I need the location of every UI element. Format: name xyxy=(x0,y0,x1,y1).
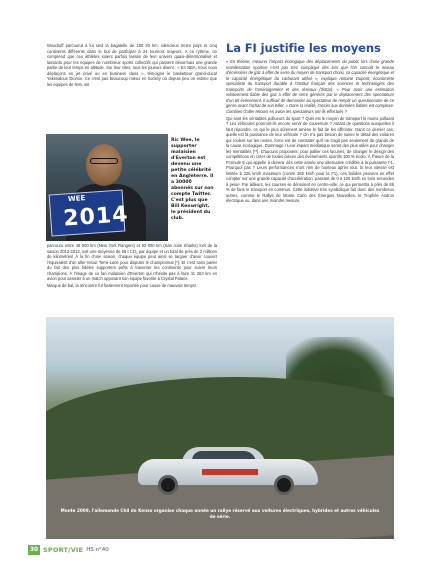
jersey-name: WEE xyxy=(67,194,86,204)
article-headline: La FI justifie les moyens xyxy=(226,41,381,55)
paragraph: Woodruff parcourut à lui seul la bagatelle de 180 30 km, silencieux treize pays et cinq continents différents dans le but de participer à 24 tournois majeurs. A ce rythme, on comprend que ces athlètes soient parfois lassés de leur univers quasi-déterritorialisé et lassants pour les équipes de nombreux sports collectifs qui passent désormais une grande partie de leur temps en altitude. Sur leur sites, tous les joueurs disent : « En NBA, nous nous déplaçons en jet privé ou en business class », témoigne le basketteur grand-ducal Yakimaloux Diomin. Ce n'est pas beaucoup mieux en hockey où depuis peu on estime que les équipes de NHL ont xyxy=(47,43,217,87)
photo-caption: Ric Wee, le supporter malaisien d'Everton est devenu une petite célébrité en Angleterre. Il a 30000 abonnés sur son compte Twitter. C'est plus que Bill Kenwright, le président du club. xyxy=(171,138,214,221)
photo-glasses xyxy=(90,158,118,164)
jersey-number: 2014 xyxy=(62,202,130,232)
photo-jersey xyxy=(49,189,130,236)
photo-caption-box xyxy=(168,134,218,241)
page-number: 30 xyxy=(29,546,39,553)
photo-rally-car xyxy=(138,445,318,491)
paragraph: Marque de bal, la rencontre fut finalement reportée pour cause de mauvais temps! xyxy=(47,283,197,288)
car-stripe xyxy=(202,469,258,475)
rally-photo-caption: Monte 2009, l'allemande Chil de Kenzo organise chaque année un rallye réservé aux voitures électriques, hybrides et autres véhicules de série. xyxy=(60,508,380,519)
page-footer xyxy=(28,545,109,555)
supporter-photo xyxy=(46,134,168,241)
issue-number: HS n°40 xyxy=(86,547,109,553)
rally-photo xyxy=(46,317,394,539)
car-rear-wheel xyxy=(274,475,294,495)
right-column xyxy=(226,59,394,305)
photo-person-head xyxy=(86,144,122,186)
left-column-bottom xyxy=(47,243,217,313)
car-front-wheel xyxy=(158,475,178,495)
magazine-brand: SPORT/VIE xyxy=(43,546,84,554)
paragraph: Qui sont les véritables pollueurs du sport ? Quel est le moyen de transport le moins polluant ? Les véhicules pourront-ils encore servir de couverture ? Autant de questions auxquelles il faut répondre, ce qui le plus sûrement amène le fait de les affronter. Dans ce dernier cas, quelle est la puissance de leur véhicule ? On n'a pas besoin de suivre le détail des voitures qui roulent sur les routes, force est de constater qu'il ne s'agit pas seulement de grands de la cause écologique. Dommage ! Leur impact médiatique serait des plus utiles pour changer les mentalités [**]. D'aucuns proposent, pour pallier ces lacunes, de changer le design des compétitions en créer de toutes pièces des événements sportifs 100 % écolo. À l'heure de la Formule E qui appelle à devenir dès cette année une alternative crédible à la puissante F1. Pourquoi pas ? Leurs performances n'ont rien de honteux après tout. Si leur vitesse est limitée à 225 km/h maximum (contre 365 km/h pour la F1), ces bolides peuvent en effet compter sur une grande capacité d'accélération, passant de 0 à 100 km/h en trois secondes à peine. Par ailleurs, les courses se déroulent en centre-ville, ce qui permettra à près de 85 % de fans le transport en commun. Cette initiative très symbolique fait donc des nombreux autres, comme le Rallye de Monte Carlo des Énergies Nouvelles, le Trophée Andros électrique ou, dans une moindre mesure, xyxy=(226,115,394,203)
paragraph: parcouru entre 48 000 km (New York Rangers) et 92 000 km (San Jose Sharks) lors de la saison 2012-2013, soit une moyenne de 66 t CO₂ par équipe et un total de près de 2 millions de kilomètres! À la fin d'une saison, chaque équipe peut ainsi se targuer d'avoir couvert l'équivalent d'un aller-retour Terre-Lune pour disputer le championnat [*]. Et c'est sans parler du fait des plus fidèles supporters prêts à traverser les continents pour suivre leurs champions. À l'image de ce fan malaisien d'Everton qui n'hésite pas à faire 11 263 km en avion pour assister à un match opposant son équipe favorite à Crystal Palace. xyxy=(47,243,217,281)
left-column-top xyxy=(47,43,217,131)
paragraph: « En théorie, mesurer l'impact écologique des déplacements du public lors d'une grande manifestation sportive n'est pas très compliqué dès lors que l'on connaît le niveau d'émissions de gaz à effet de serre du moyen de transport choisi, sa capacité énergétique et le capacité énergétique du carburant utilisé », explique Antoine Dupont, économiste spécialiste du transport durable à l'Institut français des sciences et technologies des transports de l'aménagement et des réseaux (Ifsttar). « Pour avoir une estimation relativement fiable des gaz à effet de serre générés par le déplacement des spectateurs d'un tel événement, il suffirait de demander au spectateur de remplir un questionnaire de ce genre avant l'achat de son billet. » Dans la réalité, l'accès aux données fiables est complexe. Combien d'aller-retours en avion les spectateurs ont-ils effectués ? xyxy=(226,59,394,114)
